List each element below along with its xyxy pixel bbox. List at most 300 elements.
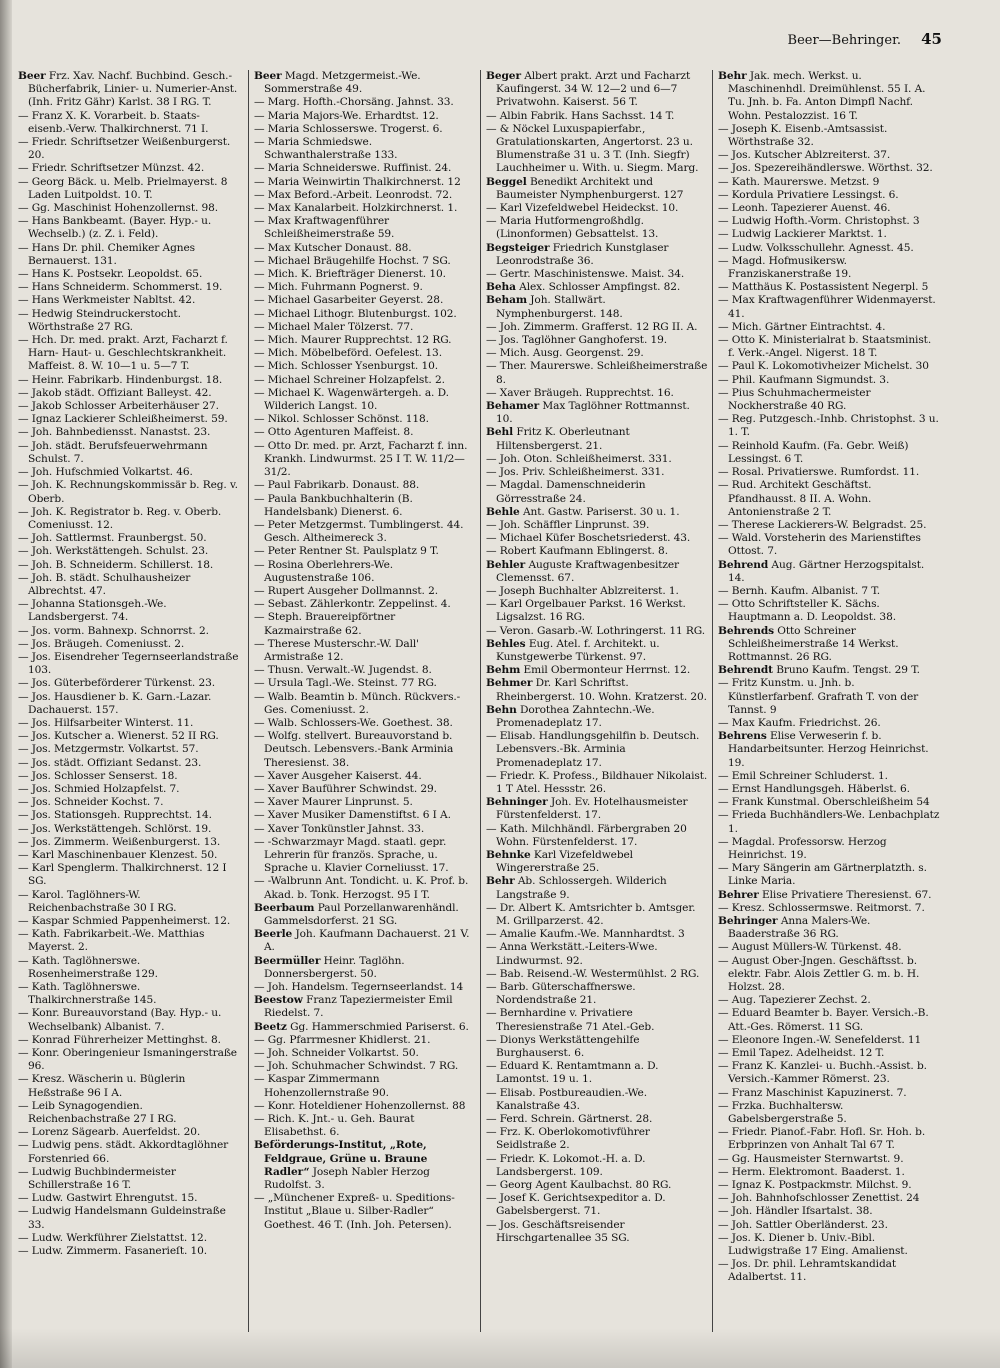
entry-text: — Gg. Maschinist Hohenzollernst. 98. [18,202,219,215]
directory-entry [718,413,942,439]
column-4 [718,70,942,1340]
entry-text: — Max Beford.-Arbeit. Leonrodst. 72. [254,188,453,201]
entry-text: — Anna Werkstätt.-Leiters-Wwe. Lindwurmst. 92. [486,941,658,967]
directory-entry [254,374,478,387]
entry-text: — Jos. Güterbeförderer Türkenst. 23. [18,677,216,690]
entry-text: — Rosal. Privatierswe. Rumfordst. 11. [718,466,920,479]
entry-text: — Thusn. Verwalt.-W. Jugendst. 8. [254,664,432,677]
entry-text: — Ludwig Lackierer Marktst. 1. [718,228,887,241]
entry-text: Fritz K. Oberleutnant Hiltensbergerst. 21. [496,426,630,452]
entry-text: — Fritz Kunstm. u. Jnh. b. Künstlerfarbenf. Grafrath T. von der Tannst. 9 [718,677,919,716]
directory-entry [254,321,478,334]
directory-entry [486,981,710,1007]
directory-entry [486,941,710,967]
entry-text: — Max Kanalarbeit. Holzkirchnerst. 1. [254,202,458,215]
entry-text: — Paul K. Lokomotivheizer Michelst. 30 [718,360,929,373]
entry-text: — Joh. Werkstättengeh. Schulst. 23. [18,545,209,558]
directory-entry [254,994,478,1020]
directory-entry [718,334,942,360]
directory-entry [486,506,710,519]
entry-text: — Michael Lithogr. Blutenburgst. 102. [254,307,457,320]
directory-entry [486,360,710,386]
directory-entry [18,862,242,888]
directory-entry [18,770,242,783]
directory-entry [18,176,242,202]
entry-text: Eug. Atel. f. Architekt. u. Kunstgewerbe Türkenst. 97. [496,637,660,663]
directory-entry [486,1007,710,1033]
directory-entry [718,1126,942,1152]
directory-entry [718,321,942,334]
entry-text: Dr. Karl Schriftst. Rheinbergerst. 10. Wohn. Kratzerst. 20. [496,677,707,703]
entry-text: Bruno Kaufm. Tengst. 29 T. [776,664,920,677]
directory-entry [254,136,478,162]
entry-text: — Magdal. Damenschneiderin Görresstraße 24. [486,479,646,505]
entry-text: — Reinhold Kaufm. (Fa. Gebr. Weiß) Lessingst. 6 T. [718,439,909,465]
entry-text: — Emil Tapez. Adelheidst. 12 T. [718,1047,885,1060]
entry-text: — Therese Musterschr.-W. Dall' Armistraße 12. [254,637,419,663]
entry-text: — Jos. vorm. Bahnexp. Schnorrst. 2. [18,624,209,637]
entry-text: — Joh. Bahnhofschlosser Zenettist. 24 [718,1192,920,1205]
entry-text: — August Ober-Jngen. Geschäftsst. b. elektr. Fabr. Alois Zettler G. m. b. H. Holzst. 28. [718,954,920,994]
directory-entry [254,426,478,439]
directory-entry [486,242,710,268]
directory-entry [718,717,942,730]
entry-surname: Behrendt [718,664,773,677]
directory-entry [718,228,942,241]
entry-text: Auguste Kraftwagenbesitzer Clemensst. 67. [496,558,680,584]
directory-entry [254,875,478,901]
entry-surname: Behrens [718,730,767,743]
entry-text: — Aug. Tapezierer Zechst. 2. [718,994,871,1007]
directory-entry [718,809,942,835]
directory-entry [18,691,242,717]
directory-entry [486,638,710,664]
entry-text: — Leonh. Tapezierer Auenst. 46. [718,202,891,215]
directory-entry [254,493,478,519]
entry-surname: Behr [718,70,747,82]
directory-entry [18,215,242,241]
entry-text: — Mich. Maurer Rupprechtst. 12 RG. [254,334,452,347]
directory-entry [486,677,710,703]
directory-entry [254,268,478,281]
entry-text: — Joh. Hufschmied Volkartst. 46. [18,466,193,479]
entry-surname: Beförderungs-Institut, „Rote, Feldgraue, Grüne u. Braune Radler“ [254,1139,428,1178]
entry-text: — Frz. K. Oberlokomotivführer Seidlstraße 2. [486,1126,650,1152]
entry-text: — Elisab. Handlungsgehilfin b. Deutsch. Lebensvers.-Bk. Arminia Promenadeplatz 17. [486,730,700,769]
directory-entry [18,625,242,638]
entry-text: — -Schwarzmayr Magd. staatl. gepr. Lehrerin für französ. Sprache, u. Sprache u. Klavier Corneliusst. 17. [254,835,449,875]
directory-entry [486,1219,710,1245]
directory-entry [718,1219,942,1232]
entry-surname: Behrends [718,624,774,637]
directory-entry [18,334,242,374]
entry-surname: Beetz [254,1020,287,1033]
directory-entry [254,110,478,123]
entry-text: — Jos. K. Diener b. Univ.-Bibl. Ludwigstraße 17 Eing. Amalienst. [718,1231,908,1258]
entry-text: — Steph. Brauereipförtner Kazmairstraße 62. [254,611,396,637]
directory-entry [18,1192,242,1205]
directory-entry [486,202,710,215]
directory-entry [18,466,242,479]
directory-entry [18,202,242,215]
directory-entry [718,598,942,624]
directory-entry [254,176,478,189]
directory-entry [18,281,242,294]
directory-entry [254,294,478,307]
header-range: Beer—Behringer. [787,33,901,48]
entry-text: — Joh. K. Rechnungskommissär b. Reg. v. Oberb. [18,479,238,505]
directory-entry [254,955,478,981]
directory-entry [18,743,242,756]
entry-text: — Max Kraftwagenführer Schleißheimerstraße 59. [254,215,395,241]
directory-entry [486,1087,710,1113]
directory-entry [718,70,942,123]
entry-text: — Konr. Hoteldiener Hohenzollernst. 88 [254,1099,466,1112]
entry-surname: Behrend [718,558,769,571]
entry-text: — Frieda Buchhändlers-We. Lenbachplatz 1. [718,809,940,835]
entry-text: — Jos. Schneider Kochst. 7. [18,796,164,809]
directory-entry [18,783,242,796]
directory-entry [254,981,478,994]
entry-text: — Hans Schneiderm. Schommerst. 19. [18,281,223,294]
entry-surname: Begsteiger [486,241,550,254]
entry-text: — Xaver Bräugeh. Rupprechtst. 16. [486,386,674,399]
directory-entry [18,545,242,558]
directory-entry [18,242,242,268]
directory-entry [486,928,710,941]
directory-entry [254,387,478,413]
directory-entry [254,189,478,202]
entry-text: — Eleonore Ingen.-W. Senefelderst. 11 [718,1033,922,1046]
entry-text: — Otto Agenturen Maffeist. 8. [254,426,414,439]
entry-text: — Marg. Hofth.-Chorsäng. Jahnst. 33. [254,96,454,109]
directory-entry [18,1139,242,1165]
entry-text: Emil Obermonteur Herrnst. 12. [523,664,691,677]
directory-entry [718,902,942,915]
entry-text: — Jos. städt. Offiziant Sedanst. 23. [18,756,202,769]
directory-entry [718,1192,942,1205]
entry-text: — Mary Sängerin am Gärtnerplatzth. s. Linke Maria. [718,862,927,888]
directory-entry [18,400,242,413]
entry-text: — Peter Rentner St. Paulsplatz 9 T. [254,545,439,558]
directory-entry [718,1060,942,1086]
directory-entry [18,651,242,677]
entry-text: — Karl Spenglerm. Thalkirchnerst. 12 I SG. [18,862,227,888]
entry-text: — Gg. Hausmeister Sternwartst. 9. [718,1152,904,1165]
entry-text: — Xaver Ausgeher Kaiserst. 44. [254,769,422,782]
directory-entry [18,915,242,928]
directory-entry [254,96,478,109]
directory-entry [254,334,478,347]
directory-entry [486,466,710,479]
directory-entry [18,1073,242,1099]
directory-entry [486,334,710,347]
entry-text: — Rupert Ausgeher Dollmannst. 2. [254,584,438,597]
directory-entry [486,823,710,849]
directory-entry [486,123,710,176]
entry-surname: Beham [486,294,527,307]
directory-entry [718,836,942,862]
directory-entry [486,268,710,281]
directory-entry [718,466,942,479]
entry-text: — Jos. Eisendreher Tegernseerlandstraße 103. [18,650,239,677]
entry-text: — Hans Werkmeister Nabltst. 42. [18,294,196,307]
directory-entry [254,1047,478,1060]
directory-entry [254,1034,478,1047]
directory-entry [18,1047,242,1073]
entry-text: — Eduard K. Rentamtmann a. D. Lamontst. 19 u. 1. [486,1060,659,1086]
directory-entry [486,902,710,928]
entry-text: — Otto Schriftsteller K. Sächs. Hauptmann a. D. Leopoldst. 38. [718,598,896,624]
entry-text: — Karol. Taglöhners-W. Reichenbachstraße 30 I RG. [18,888,177,914]
entry-surname: Beggel [486,175,527,188]
entry-surname: Behringer [718,915,778,927]
column-3 [486,70,710,1340]
entry-text: — Mich. K. Briefträger Dienerst. 10. [254,268,446,281]
directory-entry [486,1153,710,1179]
entry-text: — Konr. Oberingenieur Ismaningerstraße 96. [18,1047,237,1073]
directory-entry [254,717,478,730]
entry-text: — Lorenz Sägearb. Auerfeldst. 20. [18,1126,201,1139]
entry-text: — Friedr. K. Lokomot.-H. a. D. Landsbergerst. 109. [486,1152,646,1178]
directory-entry [486,110,710,123]
entry-text: — Robert Kaufmann Eblingerst. 8. [486,545,668,558]
entry-text: — Rich. K. Jnt.- u. Geh. Baurat Elisabethst. 6. [254,1113,415,1139]
entry-text: — Jakob Schlosser Arbeiterhäuser 27. [18,400,219,413]
entry-text: — Therese Lackierers-W. Belgradst. 25. [718,518,927,531]
directory-entry [718,1153,942,1166]
entry-text: — Joh. Schäffler Linprunst. 39. [486,518,650,531]
directory-entry [254,638,478,664]
entry-text: — Michael K. Wagenwärtergeh. a. D. Wilderich Langst. 10. [254,386,449,413]
directory-entry [718,1034,942,1047]
entry-text: Franz Tapeziermeister Emil Riedelst. 7. [264,994,453,1020]
entry-text: — Hch. Dr. med. prakt. Arzt, Facharzt f. Harn- Haut- u. Geschlechtskrankheit. Maffeist. 8. W. 10—1 u. 5—7 T. [18,334,228,373]
entry-text: — Maria Weinwirtin Thalkirchnerst. 12 [254,175,461,188]
directory-entry [18,638,242,651]
entry-text: Albert prakt. Arzt und Facharzt Kaufingerst. 34 W. 12—2 und 6—7 Privatwohn. Kaiserst. 56 T. [496,70,691,109]
entry-text: Aug. Gärtner Herzogspitalst. 14. [728,558,925,584]
directory-entry [718,994,942,1007]
entry-text: — Rosina Oberlehrers-We. Augustenstraße 106. [254,558,394,584]
directory-entry [718,796,942,809]
entry-text: — August Müllers-W. Türkenst. 48. [718,941,902,954]
directory-entry [18,374,242,387]
entry-text: — Xaver Maurer Linprunst. 5. [254,796,413,809]
directory-entry [486,479,710,505]
directory-entry [18,598,242,624]
entry-text: — Jos. Geschäftsreisender Hirschgartenallee 35 SG. [486,1218,630,1244]
directory-entry [254,783,478,796]
entry-text: — Hedwig Steindruckerstocht. Wörthstraße 27 RG. [18,307,181,333]
entry-text: Joh. Ev. Hotelhausmeister Fürstenfelderst. 17. [496,796,688,822]
directory-entry [718,1087,942,1100]
directory-entry [486,1034,710,1060]
directory-entry [718,1166,942,1179]
directory-entry [486,1060,710,1086]
directory-entry [254,70,478,96]
directory-entry [254,823,478,836]
entry-text: Heinr. Taglöhn. Donnersbergerst. 50. [264,954,405,980]
directory-entry [718,281,942,294]
page-binding-edge [0,0,12,1368]
directory-entry [486,1126,710,1152]
page-header [788,30,942,48]
entry-text: — Frzka. Buchhaltersw. Gabelsbergerstraße 5. [718,1099,847,1126]
entry-text: — Max Kaufm. Friedrichst. 26. [718,716,881,729]
directory-entry [254,691,478,717]
directory-entry [18,677,242,690]
directory-entry [486,1192,710,1218]
entry-text: — Emil Schreiner Schluderst. 1. [718,769,888,782]
entry-text: — Maria Majors-We. Erhardtst. 12. [254,109,439,122]
directory-entry [254,215,478,241]
directory-entry [718,730,942,770]
directory-entry [254,202,478,215]
entry-surname: Behninger [486,796,548,809]
directory-entry [18,1232,242,1245]
entry-surname: Beha [486,281,516,294]
entry-text: — Hans K. Postsekr. Leopoldst. 65. [18,268,203,281]
directory-entry [486,519,710,532]
directory-entry [718,941,942,954]
entry-text: — Karl Maschinenbauer Klenzest. 50. [18,848,218,861]
directory-entry [254,242,478,255]
entry-text: — Ludwig pens. städt. Akkordtaglöhner Forstenried 66. [18,1139,229,1165]
entry-text: — Jos. Schlosser Senserst. 18. [18,769,178,782]
directory-entry [486,704,710,730]
directory-entry [718,374,942,387]
directory-entry [486,1113,710,1126]
entry-text: — Ther. Maurerswe. Schleißheimerstraße 8. [486,360,708,386]
directory-entry [18,809,242,822]
directory-entry [18,110,242,136]
entry-text: — Ludw. Zimmerm. Fasanerieſt. 10. [18,1245,208,1258]
entry-surname: Behl [486,426,514,439]
directory-entry [18,889,242,915]
directory-entry [718,664,942,677]
directory-entry [718,1007,942,1033]
directory-entry [486,849,710,875]
directory-entry [254,664,478,677]
directory-entry [18,268,242,281]
directory-entry [486,1179,710,1192]
directory-entry [718,189,942,202]
directory-entry [254,255,478,268]
entry-text: — Joh. städt. Berufsfeuerwehrmann Schulst. 7. [18,439,208,465]
entry-text: — Jos. Werkstättengeh. Schlörst. 19. [18,822,212,835]
entry-text: — Kresz. Schlossermswe. Reitmorst. 7. [718,901,925,914]
entry-text: — Jos. Dr. phil. Lehramtskandidat Adalbertst. 11. [718,1258,897,1284]
entry-text: — Xaver Bauführer Schwindst. 29. [254,782,437,795]
entry-text: — Franz K. Kanzlei- u. Buchh.-Assist. b. Versich.-Kammer Römerst. 23. [718,1060,927,1086]
entry-text: — Michael Küfer Boschetsriederst. 43. [486,532,691,545]
entry-text: Karl Vizefeldwebel Wingererstraße 25. [496,848,633,875]
directory-entry [254,308,478,321]
entry-text: — Joh. Bahnbediensst. Nanastst. 23. [18,426,211,439]
directory-entry [254,809,478,822]
entry-text: — Wolfg. stellvert. Bureauvorstand b. Deutsch. Lebensvers.-Bank Arminia Theresienst. 38. [254,730,454,769]
entry-text: — Ignaz K. Postpackmstr. Milchst. 9. [718,1179,912,1192]
entry-text: — Franz X. K. Vorarbeit. b. Staats-eisenb.-Verw. Thalkirchnerst. 71 I. [18,109,209,135]
entry-surname: Beerbaum [254,901,315,914]
entry-surname: Beerle [254,928,293,941]
directory-entry [486,559,710,585]
directory-entry [18,70,242,110]
entry-surname: Behles [486,637,526,650]
entry-text: — Jos. Hausdiener b. K. Garn.-Lazar. Dachauerst. 157. [18,690,212,716]
entry-text: — Kaspar Zimmermann Hohenzollernstraße 90. [254,1073,389,1099]
entry-text: — Joh. Händler Ifsartalst. 38. [718,1205,873,1218]
entry-text: — Michael Maler Tölzerst. 77. [254,320,414,333]
directory-entry [254,559,478,585]
entry-text: — Joh. Schneider Volkartst. 50. [254,1047,419,1060]
entry-text: — Jakob städt. Offiziant Balleyst. 42. [18,386,212,399]
directory-entry [254,598,478,611]
directory-entry [18,413,242,426]
directory-entry [718,770,942,783]
entry-text: — Kaspar Schmied Pappenheimerst. 12. [18,915,231,927]
directory-entry [486,730,710,770]
directory-entry [18,796,242,809]
directory-entry [486,400,710,426]
entry-text: — -Walbrunn Ant. Tondicht. u. K. Prof. b. Akad. b. Tonk. Herzogst. 95 I T. [254,875,469,901]
entry-text: — Kath. Taglöhnerswe. Rosenheimerstraße 129. [18,954,158,980]
entry-text: — Pius Schuhmachermeister Nockherstraße 40 RG. [718,386,871,413]
directory-entry [486,426,710,452]
entry-text: — Ignaz Lackierer Schleißheimerst. 59. [18,413,228,426]
entry-text: — Bab. Reisend.-W. Westermühlst. 2 RG. [486,967,700,980]
entry-text: — Georg Bäck. u. Melb. Prielmayerst. 8 Laden Luitpoldst. 10. T. [18,175,228,201]
directory-entry [18,823,242,836]
directory-entry [486,176,710,202]
directory-entry [254,360,478,373]
entry-text: — Elisab. Postbureaudien.-We. Kanalstraße 43. [486,1086,647,1112]
directory-entry [718,162,942,175]
entry-text: — Franz Maschinist Kapuzinerst. 7. [718,1086,907,1099]
entry-text: — Joseph K. Eisenb.-Amtsassist. Wörthstraße 32. [718,122,888,149]
entry-text: — Johanna Stationsgeh.-We. Landsbergerst. 74. [18,598,167,624]
directory-entry [718,889,942,902]
directory-entry [18,387,242,400]
directory-entry [18,849,242,862]
entry-surname: Behle [486,505,520,518]
directory-columns [18,70,953,1350]
entry-text: — Paul Fabrikarb. Donaust. 88. [254,479,420,492]
entry-text: — Kath. Maurerswe. Metzst. 9 [718,175,880,188]
entry-text: — Mich. Gärtner Eintrachtst. 4. [718,320,886,333]
entry-text: — Magdal. Professorsw. Herzog Heinrichst. 19. [718,835,887,861]
directory-entry [254,730,478,770]
entry-text: — Walb. Schlossers-We. Goethest. 38. [254,716,453,729]
directory-entry [18,1126,242,1139]
column-2 [254,70,478,1340]
directory-entry [254,836,478,876]
entry-text: — Mich. Fuhrmann Pognerst. 9. [254,281,423,294]
directory-entry [254,1021,478,1034]
directory-entry [718,479,942,519]
directory-entry [718,387,942,413]
directory-entry [718,1258,942,1284]
entry-text: — Reg. Putzgesch.-Inhb. Christophst. 3 u. 1. T. [718,413,939,439]
directory-entry [18,1100,242,1126]
directory-entry [18,294,242,307]
entry-text: — Michael Bräugehilfe Hochst. 7 SG. [254,254,451,267]
entry-surname: Behn [486,703,517,716]
entry-text: — Ludw. Gastwirt Ehrengutst. 15. [18,1192,198,1205]
entry-text: — Ludw. Werkführer Zielstattst. 12. [18,1231,207,1244]
directory-entry [254,1113,478,1139]
